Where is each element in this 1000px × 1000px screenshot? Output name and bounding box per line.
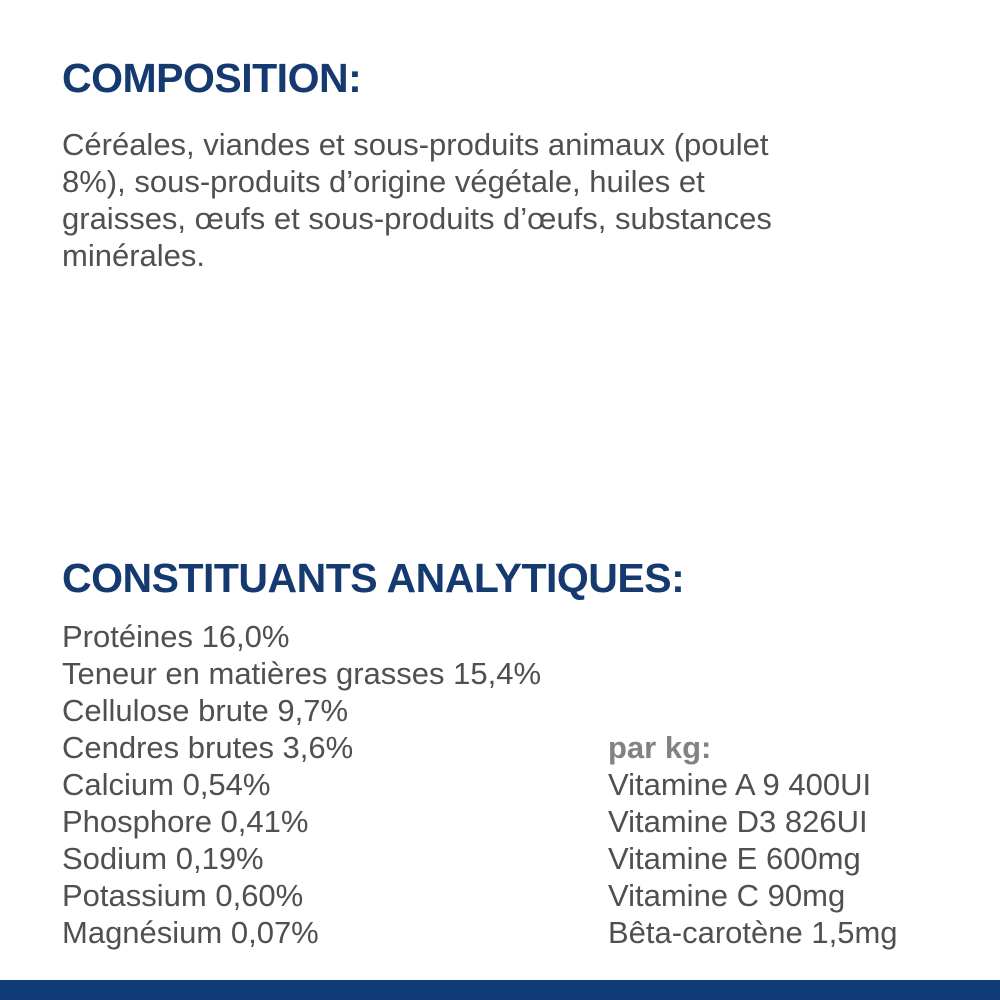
composition-line: 8%), sous-produits d’origine végétale, huiles et — [62, 164, 705, 199]
vitamin-item: Vitamine C 90mg — [608, 878, 846, 913]
composition-paragraph — [62, 126, 772, 274]
composition-heading: COMPOSITION: — [62, 55, 362, 101]
vitamin-item: Vitamine D3 826UI — [608, 804, 868, 839]
constituent-item: Cellulose brute 9,7% — [62, 693, 349, 728]
vitamin-item: Bêta-carotène 1,5mg — [608, 915, 898, 950]
analytical-constituents-heading: CONSTITUANTS ANALYTIQUES: — [62, 555, 685, 601]
constituent-item: Teneur en matières grasses 15,4% — [62, 656, 542, 691]
constituent-item: Protéines 16,0% — [62, 619, 290, 654]
constituent-item: Calcium 0,54% — [62, 767, 271, 802]
vitamins-list — [608, 766, 898, 951]
composition-line: Céréales, viandes et sous-produits animaux (poulet — [62, 127, 769, 162]
constituent-item: Phosphore 0,41% — [62, 804, 309, 839]
composition-line: graisses, œufs et sous-produits d’œufs, substances — [62, 201, 772, 236]
per-kg-section — [608, 729, 898, 951]
vitamin-item: Vitamine A 9 400UI — [608, 767, 872, 802]
bottom-navy-bar — [0, 980, 1000, 1000]
vitamin-item: Vitamine E 600mg — [608, 841, 861, 876]
constituent-item: Magnésium 0,07% — [62, 915, 319, 950]
composition-line: minérales. — [62, 238, 205, 273]
per-kg-label: par kg: — [608, 730, 712, 765]
constituent-item: Cendres brutes 3,6% — [62, 730, 354, 765]
constituents-list — [62, 618, 541, 951]
constituent-item: Potassium 0,60% — [62, 878, 304, 913]
constituent-item: Sodium 0,19% — [62, 841, 264, 876]
